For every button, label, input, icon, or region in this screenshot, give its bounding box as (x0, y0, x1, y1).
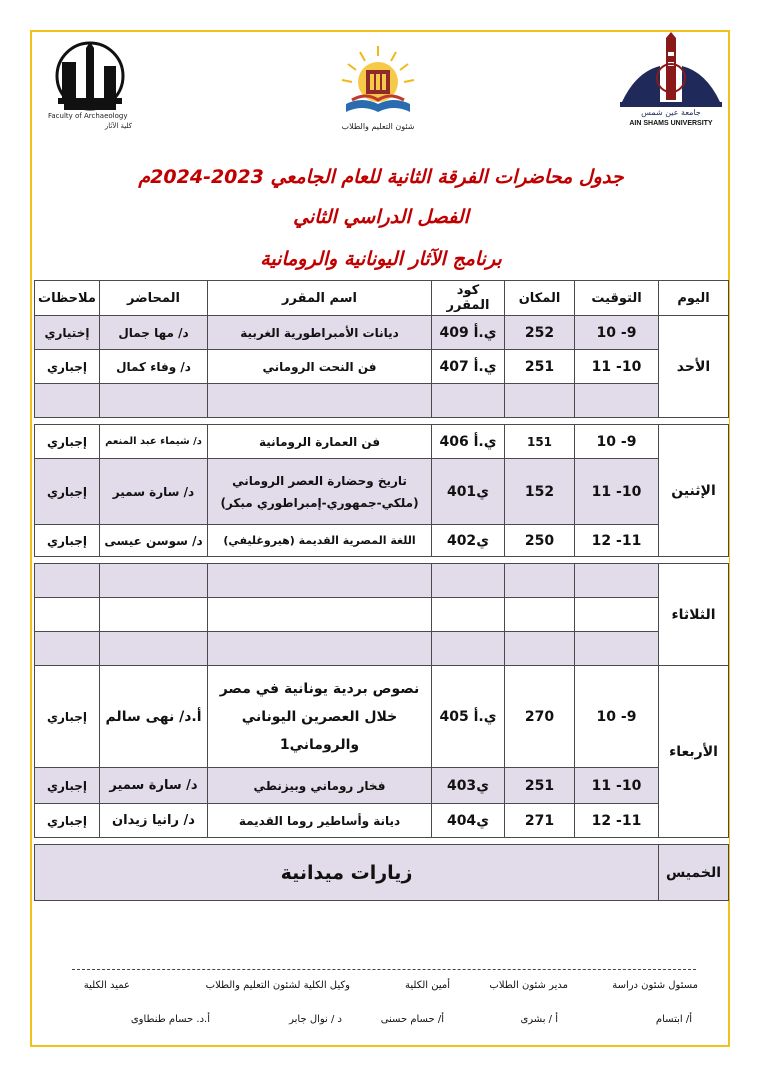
course-cell: فخار روماني وبيزنطي (208, 768, 432, 804)
lecturer-cell: د/ سوسن عيسى (100, 525, 208, 557)
course-cell (208, 666, 432, 768)
name-vice-dean: د / نوال جابر (289, 1014, 342, 1025)
time-cell: 11- 12 (575, 804, 659, 838)
name-dean: أ.د. حسام طنطاوى (130, 1014, 210, 1025)
role-study-affairs: مسئول شئون دراسة (612, 980, 698, 991)
day-tuesday: الثلاثاء (659, 564, 729, 666)
lecturer-cell: د/ سارة سمير (100, 459, 208, 525)
code-cell: ي401 (432, 459, 505, 525)
time-cell: 9- 10 (575, 425, 659, 459)
table-row (35, 316, 729, 350)
header-course: اسم المقرر (208, 281, 432, 316)
header-day: اليوم (659, 281, 729, 316)
table-row (35, 425, 729, 459)
table-row (35, 845, 729, 901)
header-notes: ملاحظات (35, 281, 100, 316)
notes-cell: إجباري (35, 425, 100, 459)
place-cell: 152 (505, 459, 575, 525)
name-student-affairs-director: أ / بشرى (520, 1014, 558, 1025)
notes-cell: إجباري (35, 804, 100, 838)
course-line: نصوص بردية يونانية في مصر (219, 680, 420, 697)
code-cell: ي403 (432, 768, 505, 804)
time-cell: 10- 11 (575, 459, 659, 525)
lecturer-cell: أ.د/ نهى سالم (100, 666, 208, 768)
lecturer-cell: د/ سارة سمير (100, 768, 208, 804)
lecturer-cell: د/ رانيا زيدان (100, 804, 208, 838)
course-line: (ملكي-جمهوري-إمبراطوري مبكر) (220, 495, 419, 510)
faculty-logo (48, 40, 132, 134)
faculty-caption-en: Faculty of Archaeology (48, 112, 128, 120)
table-row (35, 525, 729, 557)
semester-title: الفصل الدراسي الثاني (293, 206, 469, 228)
university-logo (616, 32, 726, 132)
table-row (35, 350, 729, 384)
code-cell: ي404 (432, 804, 505, 838)
role-student-affairs-director: مدير شئون الطلاب (489, 980, 568, 991)
table-row (35, 666, 729, 768)
time-cell: 10- 11 (575, 768, 659, 804)
table-row-empty (35, 564, 729, 598)
day-thursday: الخميس (659, 845, 729, 901)
header-time: التوقيت (575, 281, 659, 316)
university-caption-ar: جامعة عين شمس (641, 108, 701, 117)
time-cell: 11- 12 (575, 525, 659, 557)
time-cell: 10- 11 (575, 350, 659, 384)
signature-divider (72, 969, 696, 970)
table-spacer (35, 557, 729, 564)
code-cell: ي.أ 405 (432, 666, 505, 768)
place-cell: 271 (505, 804, 575, 838)
course-line: خلال العصرين اليوناني (241, 708, 398, 725)
notes-cell: إجباري (35, 768, 100, 804)
course-cell (208, 459, 432, 525)
header-row (35, 281, 729, 316)
course-line: تاريخ وحضارة العصر الروماني (232, 473, 407, 488)
notes-cell: إختياري (35, 316, 100, 350)
course-cell: فن العمارة الرومانية (208, 425, 432, 459)
lecturer-cell: د/ شيماء عبد المنعم (100, 425, 208, 459)
name-study-affairs: أ/ ابتسام (655, 1014, 692, 1025)
place-cell: 151 (505, 425, 575, 459)
notes-cell: إجباري (35, 525, 100, 557)
place-cell: 270 (505, 666, 575, 768)
table-spacer (35, 418, 729, 425)
lecturer-cell: د/ مها جمال (100, 316, 208, 350)
header-place: المكان (505, 281, 575, 316)
course-cell: اللغة المصرية القديمة (هيروغليفي) (208, 525, 432, 557)
course-cell: ديانة وأساطير روما القديمة (208, 804, 432, 838)
university-emblem-icon (616, 32, 726, 116)
place-cell: 251 (505, 768, 575, 804)
header-code: كود المقرر (432, 281, 505, 316)
program-title: برنامج الآثار اليونانية والرومانية (260, 248, 502, 270)
notes-cell: إجباري (35, 666, 100, 768)
code-cell: ي402 (432, 525, 505, 557)
code-cell: ي.أ 406 (432, 425, 505, 459)
header-lecturer: المحاضر (100, 281, 208, 316)
course-cell: فن النحت الروماني (208, 350, 432, 384)
code-cell: ي.أ 407 (432, 350, 505, 384)
notes-cell: إجباري (35, 459, 100, 525)
name-faculty-secretary: أ/ حسام حسنى (380, 1014, 444, 1025)
table-row-empty (35, 598, 729, 632)
time-cell: 9- 10 (575, 666, 659, 768)
field-visits-cell: زيارات ميدانية (35, 845, 659, 901)
lecturer-cell: د/ وفاء كمال (100, 350, 208, 384)
day-monday: الإثنين (659, 425, 729, 557)
place-cell: 252 (505, 316, 575, 350)
role-vice-dean: وكيل الكلية لشئون التعليم والطلاب (205, 980, 350, 991)
course-cell: ديانات الأمبراطورية الغربية (208, 316, 432, 350)
student-affairs-logo (322, 42, 434, 136)
sun-book-emblem-icon (322, 42, 434, 122)
table-row (35, 459, 729, 525)
university-caption-en: AIN SHAMS UNIVERSITY (629, 120, 713, 127)
student-affairs-caption: شئون التعليم والطلاب (341, 122, 415, 131)
role-dean: عميد الكلية (83, 980, 130, 991)
table-spacer (35, 838, 729, 845)
day-wednesday: الأربعاء (659, 666, 729, 838)
course-line: والروماني1 (279, 736, 360, 753)
code-cell: ي.أ 409 (432, 316, 505, 350)
table-row (35, 804, 729, 838)
time-cell: 9- 10 (575, 316, 659, 350)
place-cell: 251 (505, 350, 575, 384)
schedule-title: جدول محاضرات الفرقة الثانية للعام الجامعي 2023-2024م (138, 166, 624, 188)
role-faculty-secretary: أمين الكلية (405, 980, 450, 991)
table-row-empty (35, 384, 729, 418)
table-row (35, 768, 729, 804)
notes-cell: إجباري (35, 350, 100, 384)
table-row-empty (35, 632, 729, 666)
day-sunday: الأحد (659, 316, 729, 418)
place-cell: 250 (505, 525, 575, 557)
schedule-table (34, 280, 729, 901)
faculty-caption-ar: كلية الآثار (104, 122, 132, 130)
